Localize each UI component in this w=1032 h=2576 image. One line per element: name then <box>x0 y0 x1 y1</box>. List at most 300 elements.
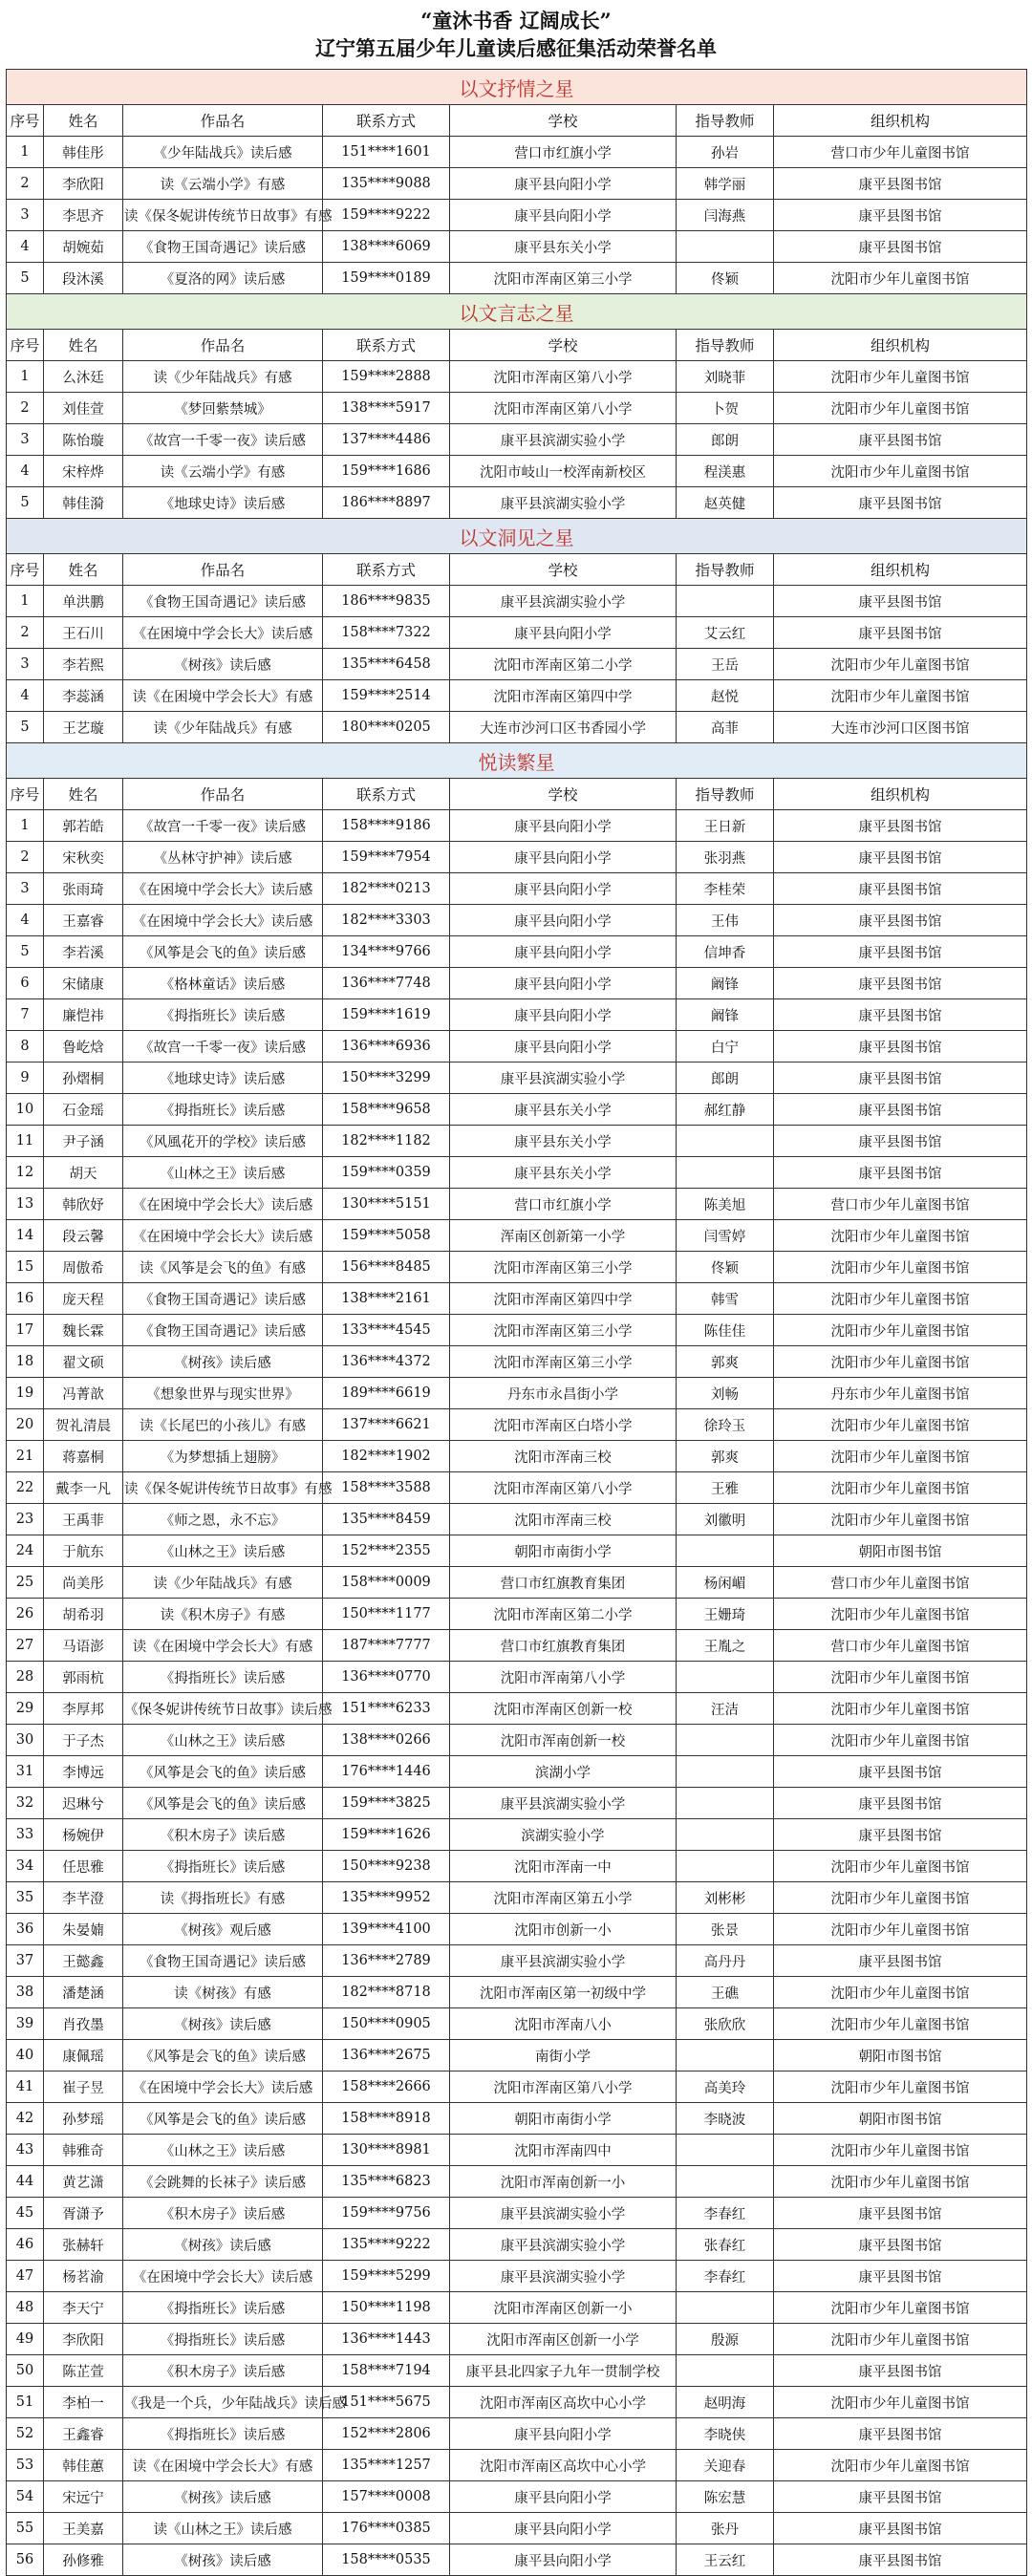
cell-school: 南街小学 <box>450 2040 677 2072</box>
cell-org: 康平县图书馆 <box>774 2261 1027 2292</box>
cell-teacher: 刘徽明 <box>677 1504 774 1535</box>
cell-work: 《拇指班长》读后感 <box>123 1094 323 1126</box>
cell-name: 单洪鹏 <box>44 586 123 617</box>
cell-name: 马语澎 <box>44 1630 123 1662</box>
cell-name: 李欣阳 <box>44 168 123 200</box>
cell-name: 于航东 <box>44 1535 123 1567</box>
table-row <box>7 168 1027 200</box>
cell-name: 韩佳漪 <box>44 487 123 519</box>
cell-name: 王嘉睿 <box>44 905 123 936</box>
cell-work: 读《云端小学》有感 <box>123 456 323 487</box>
cell-contact: 150****1198 <box>323 2292 450 2324</box>
column-header-contact: 联系方式 <box>323 779 450 810</box>
cell-school: 丹东市永昌街小学 <box>450 1378 677 1409</box>
cell-contact: 151****1601 <box>323 137 450 168</box>
cell-teacher <box>677 1662 774 1693</box>
cell-index: 55 <box>7 2513 44 2544</box>
page-title-slogan: “童沐书香 辽阔成长” <box>420 9 612 32</box>
cell-org: 康平县图书馆 <box>774 487 1027 519</box>
cell-index: 39 <box>7 2008 44 2040</box>
cell-school: 沈阳市浑南创新一校 <box>450 1725 677 1756</box>
cell-name: 康佩瑶 <box>44 2040 123 2072</box>
cell-teacher <box>677 1157 774 1189</box>
cell-index: 2 <box>7 617 44 649</box>
cell-org: 康平县图书馆 <box>774 873 1027 905</box>
cell-work: 《风風花开的学校》读后感 <box>123 1126 323 1157</box>
cell-name: 戴李一凡 <box>44 1472 123 1504</box>
cell-contact: 138****2161 <box>323 1283 450 1315</box>
cell-org: 大连市沙河口区图书馆 <box>774 712 1027 743</box>
cell-teacher: 陈佳佳 <box>677 1315 774 1346</box>
cell-name: 宋梓烨 <box>44 456 123 487</box>
cell-school: 康平县滨湖实验小学 <box>450 2261 677 2292</box>
cell-name: 冯菁歆 <box>44 1378 123 1409</box>
table-row <box>7 2387 1027 2418</box>
cell-contact: 158****3588 <box>323 1472 450 1504</box>
table-row <box>7 2261 1027 2292</box>
cell-teacher <box>677 1788 774 1819</box>
cell-index: 35 <box>7 1882 44 1914</box>
cell-org: 康平县图书馆 <box>774 1819 1027 1851</box>
cell-name: 翟文硕 <box>44 1346 123 1378</box>
cell-school: 康平县向阳小学 <box>450 905 677 936</box>
cell-school: 滨湖实验小学 <box>450 1819 677 1851</box>
cell-name: 李厚邦 <box>44 1693 123 1725</box>
cell-teacher: 李春红 <box>677 2261 774 2292</box>
cell-contact: 159****0189 <box>323 263 450 294</box>
cell-work: 读《在困境中学会长大》有感 <box>123 680 323 712</box>
cell-teacher: 赵悦 <box>677 680 774 712</box>
table-row <box>7 2072 1027 2103</box>
cell-index: 41 <box>7 2072 44 2103</box>
cell-org: 康平县图书馆 <box>774 168 1027 200</box>
cell-school: 沈阳市创新一小 <box>450 1914 677 1945</box>
cell-work: 《山林之王》读后感 <box>123 1535 323 1567</box>
cell-contact: 135****1257 <box>323 2450 450 2481</box>
cell-org: 沈阳市少年儿童图书馆 <box>774 2166 1027 2198</box>
cell-org: 沈阳市少年儿童图书馆 <box>774 1662 1027 1693</box>
cell-school: 沈阳市浑南区第一初级中学 <box>450 1977 677 2008</box>
cell-teacher: 韩雪 <box>677 1283 774 1315</box>
cell-contact: 136****2675 <box>323 2040 450 2072</box>
cell-teacher <box>677 1535 774 1567</box>
cell-work: 《风筝是会飞的鱼》读后感 <box>123 2040 323 2072</box>
cell-teacher: 杨闲嵋 <box>677 1567 774 1599</box>
cell-work: 《积木房子》读后感 <box>123 2355 323 2387</box>
section-title-row <box>7 70 1027 105</box>
cell-school: 沈阳市浑南区第八小学 <box>450 361 677 393</box>
cell-index: 15 <box>7 1252 44 1283</box>
cell-index: 23 <box>7 1504 44 1535</box>
cell-work: 《师之恩，永不忘》 <box>123 1504 323 1535</box>
table-row <box>7 231 1027 263</box>
cell-contact: 135****9222 <box>323 2229 450 2261</box>
cell-teacher: 张欣欣 <box>677 2008 774 2040</box>
column-header-teacher: 指导教师 <box>677 105 774 137</box>
cell-school: 营口市红旗小学 <box>450 137 677 168</box>
table-row <box>7 2450 1027 2481</box>
cell-org: 朝阳市图书馆 <box>774 2103 1027 2135</box>
cell-contact: 189****6619 <box>323 1378 450 1409</box>
table-row <box>7 361 1027 393</box>
cell-school: 沈阳市浑南区高坎中心小学 <box>450 2387 677 2418</box>
column-header-teacher: 指导教师 <box>677 330 774 361</box>
cell-school: 沈阳市浑南区第四中学 <box>450 680 677 712</box>
column-header-name: 姓名 <box>44 554 123 586</box>
table-row <box>7 1472 1027 1504</box>
table-row <box>7 649 1027 680</box>
cell-teacher: 王姗琦 <box>677 1599 774 1630</box>
cell-name: 么沐廷 <box>44 361 123 393</box>
cell-teacher: 郭爽 <box>677 1441 774 1472</box>
cell-work: 《山林之王》读后感 <box>123 2135 323 2166</box>
cell-school: 康平县滨湖实验小学 <box>450 586 677 617</box>
cell-index: 51 <box>7 2387 44 2418</box>
cell-org: 营口市少年儿童图书馆 <box>774 1567 1027 1599</box>
cell-teacher <box>677 231 774 263</box>
cell-school: 沈阳市浑南区第四中学 <box>450 1283 677 1315</box>
cell-index: 9 <box>7 1063 44 1094</box>
cell-work: 《树孩》读后感 <box>123 2008 323 2040</box>
cell-contact: 182****0213 <box>323 873 450 905</box>
cell-school: 浑南区创新第一小学 <box>450 1220 677 1252</box>
cell-teacher: 徐玲玉 <box>677 1409 774 1441</box>
cell-org: 康平县图书馆 <box>774 968 1027 999</box>
column-header-org: 组织机构 <box>774 330 1027 361</box>
cell-index: 28 <box>7 1662 44 1693</box>
cell-org: 营口市少年儿童图书馆 <box>774 137 1027 168</box>
table-row <box>7 1378 1027 1409</box>
column-header-school: 学校 <box>450 105 677 137</box>
cell-school: 康平县向阳小学 <box>450 810 677 842</box>
cell-name: 石金瑶 <box>44 1094 123 1126</box>
cell-teacher <box>677 586 774 617</box>
column-header-work: 作品名 <box>123 105 323 137</box>
cell-index: 5 <box>7 487 44 519</box>
section-title-row <box>7 294 1027 330</box>
cell-work: 《为梦想插上翅膀》 <box>123 1441 323 1472</box>
cell-name: 迟琳兮 <box>44 1788 123 1819</box>
cell-org: 康平县图书馆 <box>774 1157 1027 1189</box>
cell-school: 沈阳市浑南区高坎中心小学 <box>450 2450 677 2481</box>
page-header <box>0 0 1032 69</box>
column-header-org: 组织机构 <box>774 779 1027 810</box>
cell-work: 读《拇指班长》有感 <box>123 1882 323 1914</box>
cell-work: 读《保冬妮讲传统节日故事》有感 <box>123 200 323 231</box>
cell-work: 《拇指班长》读后感 <box>123 1851 323 1882</box>
cell-index: 43 <box>7 2135 44 2166</box>
table-row <box>7 2040 1027 2072</box>
cell-contact: 150****1177 <box>323 1599 450 1630</box>
cell-org: 康平县图书馆 <box>774 1945 1027 1977</box>
column-header-index: 序号 <box>7 330 44 361</box>
table-row <box>7 680 1027 712</box>
cell-teacher <box>677 1756 774 1788</box>
cell-teacher: 信坤香 <box>677 936 774 968</box>
cell-school: 沈阳市浑南区第三小学 <box>450 1315 677 1346</box>
cell-work: 读《树孩》有感 <box>123 1977 323 2008</box>
table-row <box>7 2229 1027 2261</box>
cell-teacher: 闫雪婷 <box>677 1220 774 1252</box>
cell-org: 沈阳市少年儿童图书馆 <box>774 263 1027 294</box>
cell-work: 《食物王国奇遇记》读后感 <box>123 231 323 263</box>
cell-school: 沈阳市浑南区创新一小学 <box>450 2324 677 2355</box>
cell-org: 康平县图书馆 <box>774 842 1027 873</box>
table-row <box>7 2292 1027 2324</box>
cell-school: 营口市红旗教育集团 <box>450 1567 677 1599</box>
cell-teacher: 佟颖 <box>677 1252 774 1283</box>
cell-work: 《夏洛的网》读后感 <box>123 263 323 294</box>
cell-work: 《会跳舞的长袜子》读后感 <box>123 2166 323 2198</box>
cell-contact: 158****9658 <box>323 1094 450 1126</box>
cell-index: 3 <box>7 873 44 905</box>
cell-name: 胥潇予 <box>44 2198 123 2229</box>
cell-teacher: 高菲 <box>677 712 774 743</box>
cell-org: 康平县图书馆 <box>774 1063 1027 1094</box>
cell-index: 1 <box>7 586 44 617</box>
cell-index: 4 <box>7 680 44 712</box>
cell-teacher: 程渼惠 <box>677 456 774 487</box>
cell-work: 《树孩》读后感 <box>123 2481 323 2513</box>
cell-work: 《保冬妮讲传统节日故事》读后感 <box>123 1693 323 1725</box>
cell-teacher: 李春红 <box>677 2198 774 2229</box>
cell-org: 康平县图书馆 <box>774 2544 1027 2576</box>
table-row <box>7 200 1027 231</box>
table-row <box>7 2166 1027 2198</box>
table-row <box>7 617 1027 649</box>
cell-name: 王懿鑫 <box>44 1945 123 1977</box>
cell-contact: 159****9756 <box>323 2198 450 2229</box>
cell-work: 《故宫一千零一夜》读后感 <box>123 1031 323 1063</box>
cell-teacher <box>677 2292 774 2324</box>
cell-work: 《丛林守护神》读后感 <box>123 842 323 873</box>
cell-name: 魏长霖 <box>44 1315 123 1346</box>
column-header-contact: 联系方式 <box>323 554 450 586</box>
cell-contact: 158****9186 <box>323 810 450 842</box>
cell-contact: 150****3299 <box>323 1063 450 1094</box>
column-header-index: 序号 <box>7 105 44 137</box>
cell-contact: 133****4545 <box>323 1315 450 1346</box>
cell-teacher: 王岳 <box>677 649 774 680</box>
column-header-row <box>7 330 1027 361</box>
cell-teacher: 佟颖 <box>677 263 774 294</box>
cell-contact: 151****5675 <box>323 2387 450 2418</box>
cell-name: 蒋嘉桐 <box>44 1441 123 1472</box>
cell-contact: 182****1902 <box>323 1441 450 1472</box>
cell-index: 4 <box>7 905 44 936</box>
cell-index: 5 <box>7 263 44 294</box>
cell-index: 5 <box>7 712 44 743</box>
cell-org: 康平县图书馆 <box>774 905 1027 936</box>
cell-org: 朝阳市图书馆 <box>774 2040 1027 2072</box>
cell-contact: 159****0359 <box>323 1157 450 1189</box>
cell-teacher: 闫海燕 <box>677 200 774 231</box>
cell-contact: 159****2514 <box>323 680 450 712</box>
cell-index: 8 <box>7 1031 44 1063</box>
table-row <box>7 1346 1027 1378</box>
cell-contact: 158****2666 <box>323 2072 450 2103</box>
table-row <box>7 1031 1027 1063</box>
cell-org: 沈阳市少年儿童图书馆 <box>774 393 1027 424</box>
cell-name: 朱晏婻 <box>44 1914 123 1945</box>
cell-work: 《在困境中学会长大》读后感 <box>123 1189 323 1220</box>
cell-name: 韩欣妤 <box>44 1189 123 1220</box>
cell-contact: 176****0385 <box>323 2513 450 2544</box>
table-row <box>7 999 1027 1031</box>
cell-work: 《山林之王》读后感 <box>123 1725 323 1756</box>
cell-contact: 176****1446 <box>323 1756 450 1788</box>
table-row <box>7 1851 1027 1882</box>
cell-name: 王鑫睿 <box>44 2418 123 2450</box>
column-header-org: 组织机构 <box>774 554 1027 586</box>
cell-name: 韩佳蕙 <box>44 2450 123 2481</box>
cell-name: 李博远 <box>44 1756 123 1788</box>
cell-contact: 137****6621 <box>323 1409 450 1441</box>
cell-work: 《梦回紫禁城》 <box>123 393 323 424</box>
cell-teacher: 王雅 <box>677 1472 774 1504</box>
cell-org: 康平县图书馆 <box>774 617 1027 649</box>
table-row <box>7 393 1027 424</box>
cell-teacher: 刘畅 <box>677 1378 774 1409</box>
cell-contact: 135****6458 <box>323 649 450 680</box>
cell-school: 营口市红旗教育集团 <box>450 1630 677 1662</box>
cell-school: 沈阳市浑南区第二小学 <box>450 649 677 680</box>
cell-teacher: 阚锋 <box>677 968 774 999</box>
table-row <box>7 1441 1027 1472</box>
cell-work: 读《在困境中学会长大》有感 <box>123 2450 323 2481</box>
cell-index: 34 <box>7 1851 44 1882</box>
cell-work: 读《风筝是会飞的鱼》有感 <box>123 1252 323 1283</box>
column-header-name: 姓名 <box>44 330 123 361</box>
table-row <box>7 1599 1027 1630</box>
cell-name: 韩佳彤 <box>44 137 123 168</box>
cell-teacher: 高丹丹 <box>677 1945 774 1977</box>
cell-school: 康平县向阳小学 <box>450 2481 677 2513</box>
cell-org: 康平县图书馆 <box>774 1788 1027 1819</box>
cell-school: 沈阳市浑南区第五小学 <box>450 1882 677 1914</box>
cell-work: 《拇指班长》读后感 <box>123 2324 323 2355</box>
cell-org: 营口市少年儿童图书馆 <box>774 1630 1027 1662</box>
cell-teacher: 关迎春 <box>677 2450 774 2481</box>
cell-teacher: 陈宏慧 <box>677 2481 774 2513</box>
cell-name: 孙梦瑶 <box>44 2103 123 2135</box>
table-row <box>7 1693 1027 1725</box>
table-row <box>7 1409 1027 1441</box>
cell-teacher <box>677 1819 774 1851</box>
cell-name: 郭若皓 <box>44 810 123 842</box>
cell-work: 《在困境中学会长大》读后感 <box>123 1220 323 1252</box>
cell-contact: 151****6233 <box>323 1693 450 1725</box>
cell-org: 沈阳市少年儿童图书馆 <box>774 2135 1027 2166</box>
cell-org: 沈阳市少年儿童图书馆 <box>774 456 1027 487</box>
column-header-contact: 联系方式 <box>323 330 450 361</box>
column-header-work: 作品名 <box>123 779 323 810</box>
table-row <box>7 586 1027 617</box>
section-title: 以文抒情之星 <box>7 70 1027 105</box>
cell-index: 50 <box>7 2355 44 2387</box>
cell-teacher: 卜贺 <box>677 393 774 424</box>
cell-school: 沈阳市浑南三校 <box>450 1441 677 1472</box>
cell-index: 10 <box>7 1094 44 1126</box>
cell-name: 李天宁 <box>44 2292 123 2324</box>
cell-index: 31 <box>7 1756 44 1788</box>
cell-contact: 134****9766 <box>323 936 450 968</box>
cell-contact: 159****1619 <box>323 999 450 1031</box>
cell-name: 杨茗渝 <box>44 2261 123 2292</box>
cell-index: 1 <box>7 810 44 842</box>
cell-school: 沈阳市浑南区第三小学 <box>450 1252 677 1283</box>
cell-school: 康平县向阳小学 <box>450 200 677 231</box>
cell-index: 17 <box>7 1315 44 1346</box>
cell-contact: 136****0770 <box>323 1662 450 1693</box>
cell-school: 康平县东关小学 <box>450 231 677 263</box>
cell-contact: 182****8718 <box>323 1977 450 2008</box>
cell-index: 1 <box>7 361 44 393</box>
cell-index: 4 <box>7 456 44 487</box>
cell-work: 《地球史诗》读后感 <box>123 487 323 519</box>
cell-school: 康平县滨湖实验小学 <box>450 1788 677 1819</box>
cell-org: 康平县图书馆 <box>774 2481 1027 2513</box>
column-header-index: 序号 <box>7 554 44 586</box>
cell-org: 沈阳市少年儿童图书馆 <box>774 1409 1027 1441</box>
cell-contact: 180****0205 <box>323 712 450 743</box>
cell-name: 杨婉伊 <box>44 1819 123 1851</box>
cell-school: 沈阳市浑南区创新一小 <box>450 2292 677 2324</box>
cell-teacher: 王胤之 <box>677 1630 774 1662</box>
cell-name: 陈怡璇 <box>44 424 123 456</box>
cell-work: 读《积木房子》有感 <box>123 1599 323 1630</box>
cell-org: 沈阳市少年儿童图书馆 <box>774 1472 1027 1504</box>
cell-index: 13 <box>7 1189 44 1220</box>
cell-name: 宋秋奕 <box>44 842 123 873</box>
cell-teacher: 刘彬彬 <box>677 1882 774 1914</box>
table-row <box>7 1220 1027 1252</box>
cell-contact: 139****4100 <box>323 1914 450 1945</box>
cell-work: 《积木房子》读后感 <box>123 2198 323 2229</box>
cell-work: 《食物王国奇遇记》读后感 <box>123 1945 323 1977</box>
cell-contact: 138****6069 <box>323 231 450 263</box>
table-row <box>7 2355 1027 2387</box>
cell-work: 《树孩》读后感 <box>123 649 323 680</box>
cell-work: 《树孩》读后感 <box>123 1346 323 1378</box>
cell-work: 《地球史诗》读后感 <box>123 1063 323 1094</box>
cell-school: 康平县向阳小学 <box>450 873 677 905</box>
cell-teacher <box>677 2355 774 2387</box>
cell-name: 张雨琦 <box>44 873 123 905</box>
table-row <box>7 1535 1027 1567</box>
cell-index: 5 <box>7 936 44 968</box>
table-row <box>7 487 1027 519</box>
cell-index: 37 <box>7 1945 44 1977</box>
column-header-index: 序号 <box>7 779 44 810</box>
cell-org: 康平县图书馆 <box>774 810 1027 842</box>
cell-school: 康平县向阳小学 <box>450 168 677 200</box>
cell-work: 《食物王国奇遇记》读后感 <box>123 1283 323 1315</box>
cell-index: 12 <box>7 1157 44 1189</box>
column-header-school: 学校 <box>450 779 677 810</box>
cell-teacher: 张春红 <box>677 2229 774 2261</box>
cell-work: 《在困境中学会长大》读后感 <box>123 617 323 649</box>
table-row <box>7 2103 1027 2135</box>
table-row <box>7 1315 1027 1346</box>
section-title: 以文洞见之星 <box>7 519 1027 554</box>
cell-teacher <box>677 2040 774 2072</box>
cell-name: 刘佳萱 <box>44 393 123 424</box>
cell-school: 康平县滨湖实验小学 <box>450 2229 677 2261</box>
column-header-school: 学校 <box>450 330 677 361</box>
column-header-school: 学校 <box>450 554 677 586</box>
cell-contact: 159****5299 <box>323 2261 450 2292</box>
